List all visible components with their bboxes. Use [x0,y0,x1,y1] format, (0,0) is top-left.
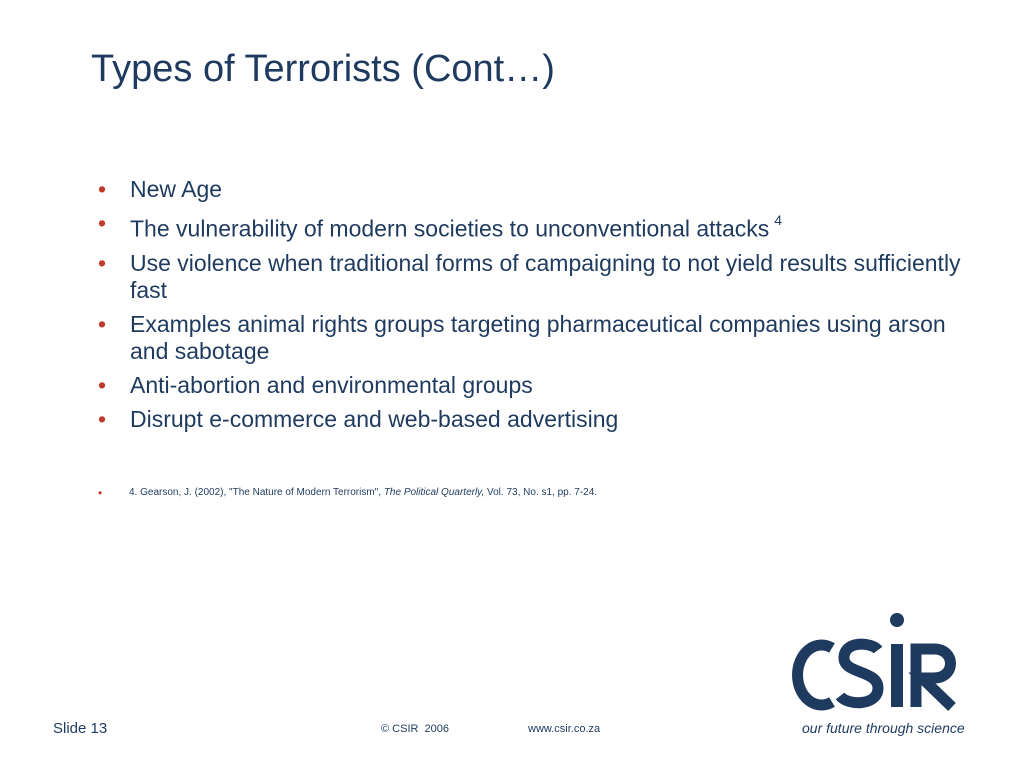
bullet-dot: • [98,249,107,276]
bullet-text: Disrupt e-commerce and web-based advertising [130,405,619,432]
bullet-dot: • [98,371,107,398]
footnote-item [98,486,597,500]
bullet-item [98,311,978,365]
bullet-dot: • [98,176,107,202]
footnote-list [98,486,597,500]
bullet-text: Use violence when traditional forms of campaigning to not yield results sufficiently fast [130,249,961,303]
copyright-notice: © CSIR 2006 [381,723,450,735]
bullet-item [98,372,978,399]
bullet-item [98,210,978,243]
footnote-volume: Vol. 73, No. s1, pp. 7-24. [487,487,598,498]
slide-number: Slide 13 [53,720,108,737]
bullet-item [98,176,978,203]
bullet-dot: • [98,310,107,337]
bullet-dot: • [98,405,107,432]
bullet-text: New Age [130,176,223,202]
website-url: www.csir.co.za [528,723,601,735]
csir-logo-graphic [774,610,960,720]
slide-title: Types of Terrorists (Cont…) [91,48,555,90]
bullet-item [98,406,978,433]
footnote-journal: The Political Quarterly, [383,487,485,498]
bullet-list [98,176,978,440]
bullet-item [98,250,978,304]
footnote-reference: 4 [774,212,783,228]
bullet-text: The vulnerability of modern societies to unconventional attacks [130,215,770,242]
bullet-text: Examples animal rights groups targeting pharmaceutical companies using arson and sabotage [130,310,946,364]
bullet-text: Anti-abortion and environmental groups [130,371,533,398]
bullet-dot: • [98,486,103,500]
bullet-dot: • [98,210,107,236]
footnote-citation: 4. Gearson, J. (2002), "The Nature of Modern Terrorism", [129,487,382,498]
logo-tagline: our future through science [802,720,965,736]
